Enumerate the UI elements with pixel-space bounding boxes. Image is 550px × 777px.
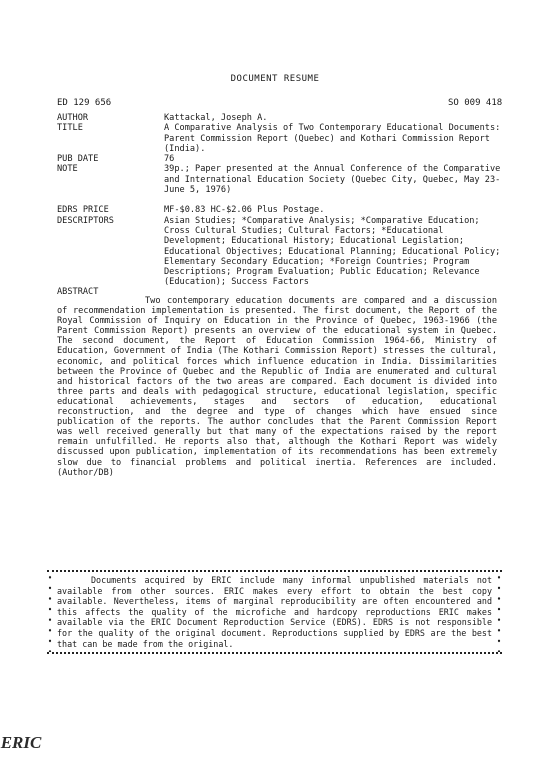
notice-border-right <box>496 572 502 652</box>
field-label: AUTHOR <box>57 113 89 123</box>
field-value: Asian Studies; *Comparative Analysis; *Comparative Education; Cross Cultural Studies; Cultural Factors; *Educational Development; Educational History; Educational Legislation; Educational Objectives; Educational Planning; Educational Policy; Elementary Secondary Education; *Foreign Countries; Program Descriptions; Program Evaluation; Public Education; Relevance (Education); Success Factors <box>164 215 501 288</box>
eric-logo-mark: ERIC <box>0 733 42 752</box>
field-note <box>57 164 507 195</box>
field-label: DESCRIPTORS <box>57 215 114 226</box>
field-descriptors <box>57 216 507 288</box>
document-title: DOCUMENT RESUME <box>230 74 320 84</box>
field-edrs-price <box>57 205 507 215</box>
field-pub-date <box>57 154 507 164</box>
field-title <box>57 123 507 154</box>
spacer <box>57 195 507 205</box>
eric-logo-icon <box>0 724 42 758</box>
so-number: SO 009 418 <box>448 98 503 108</box>
reproduction-notice <box>47 570 502 654</box>
abstract-label: ABSTRACT <box>57 287 99 297</box>
notice-text: Documents acquired by ERIC include many informal unpublished materials not available from other sources. ERIC makes every effort to obtain the best copy available. Nevertheless, items of marginal reproducibility are often encountered and this affects the quality of the microfiche and hardcopy reproductions ERIC makes available via the ERIC Document Reproduction Service (EDRS). EDRS is not responsible for the quality of the original document. Reproductions supplied by EDRS are the best that can be made from the original. <box>57 575 492 649</box>
field-author <box>57 113 507 123</box>
field-value: Kattackal, Joseph A. <box>164 113 268 123</box>
field-label: EDRS PRICE <box>57 205 109 216</box>
metadata-fields <box>57 113 507 288</box>
field-value: 76 <box>164 154 175 165</box>
field-label: TITLE <box>57 123 83 134</box>
field-value: 39p.; Paper presented at the Annual Conference of the Comparative and International Education Society (Quebec City, Quebec, May 23-June 5, 1976) <box>164 164 501 196</box>
ed-number: ED 129 656 <box>57 98 112 108</box>
notice-border-left <box>47 572 53 652</box>
abstract-text: Two contemporary education documents are compared and a discussion of recommendation implementation is presented. The first document, the Report of the Royal Commission of Inquiry on Education in the Province of Quebec, 1963-1966 (the Parent Commission Report) presents an overview of the educational system in Quebec. The second document, the Report of Education Commission 1964-66, Ministry of Education, Government of India (The Kothari Commission Report) stresses the cultural, economic, and political forces which influence education in India. Dissimilarities between the Province of Quebec and the Republic of India are enumerated and cultural and historical factors of the two areas are compared. Each document is divided into three parts and deals with pedagogical structure, educational legislation, specific educational achievements, stages and sectors of education, educational reconstruction, and the degree and type of changes which have ensued since publication of the reports. The author concludes that the Parent Commission Report was well received generally but that many of the expectations raised by the report remain unfulfilled. He reports also that, although the Kothari Report was widely discussed upon publication, implementation of its recommendations has been extremely slow due to financial problems and political inertia. References are included. (Author/DB) <box>57 296 497 478</box>
field-label: PUB DATE <box>57 154 99 165</box>
field-value: MF-$0.83 HC-$2.06 Plus Postage. <box>164 205 325 216</box>
field-label: NOTE <box>57 164 78 175</box>
field-value: A Comparative Analysis of Two Contemporary Educational Documents: Parent Commission Report (Quebec) and Kothari Commission Report (India). <box>164 123 501 154</box>
